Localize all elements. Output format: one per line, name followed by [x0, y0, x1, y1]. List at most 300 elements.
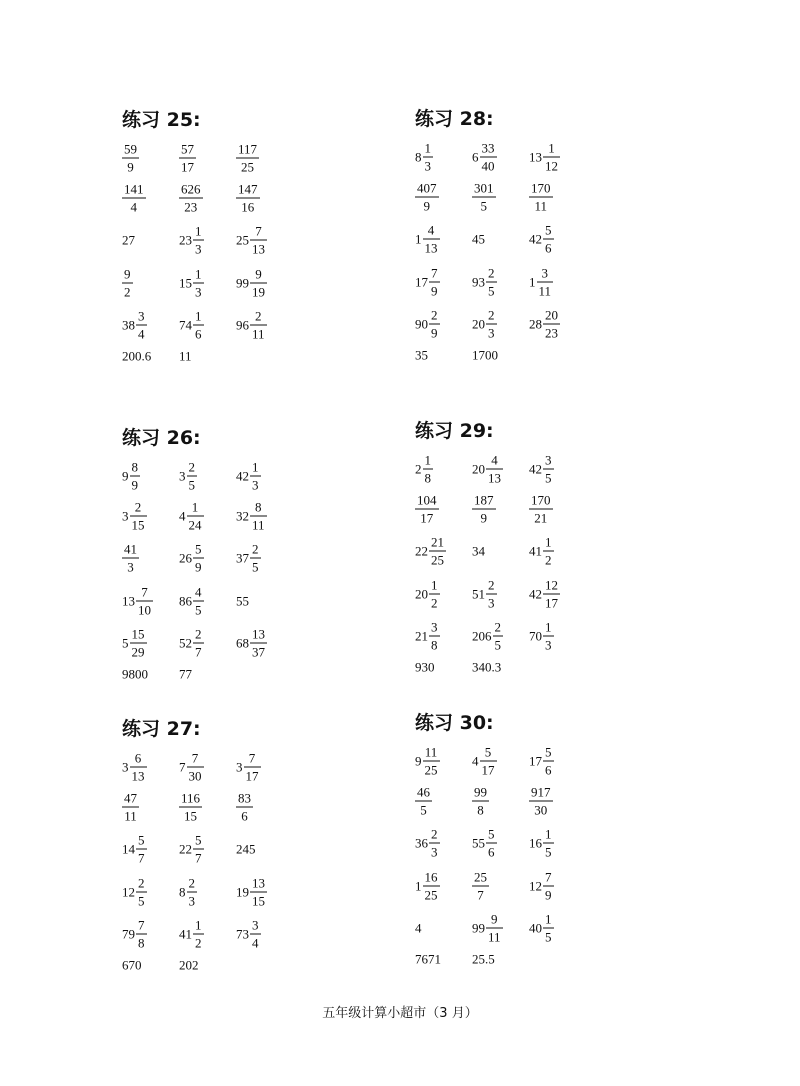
numerator: 7: [244, 752, 261, 768]
whole-number: 206: [472, 628, 492, 644]
denominator: 3: [488, 325, 495, 341]
denominator: 15: [252, 893, 265, 909]
page-footer: 五年级计算小超市（3 月）: [322, 1006, 478, 1021]
fraction: [486, 913, 503, 944]
numerator: 2: [488, 265, 495, 281]
denominator: 9: [127, 159, 134, 175]
denominator: 17: [420, 510, 434, 526]
fraction: [130, 752, 147, 783]
answer-item: [236, 501, 267, 532]
fraction: [187, 461, 198, 492]
numerator: 1: [543, 142, 560, 158]
answer-item: [529, 454, 554, 485]
denominator: 17: [181, 159, 194, 175]
answer-item: [122, 143, 139, 174]
numerator: 1: [545, 911, 552, 927]
section-title: 练习 28:: [415, 108, 494, 130]
answer-item: [236, 792, 253, 823]
denominator: 9: [423, 198, 430, 214]
numerator: 4: [195, 584, 202, 600]
fraction: [244, 752, 261, 783]
answer-item: [472, 454, 503, 485]
denominator: 9: [431, 325, 438, 341]
denominator: 2: [124, 284, 131, 300]
answer-item: [472, 871, 489, 902]
answer-item: [472, 828, 497, 859]
numerator: 2: [250, 310, 267, 326]
denominator: 6: [545, 240, 552, 256]
whole-number: 16: [529, 835, 542, 851]
answer-item: [529, 224, 554, 255]
fraction: [543, 871, 554, 902]
answer-item: [179, 959, 200, 972]
numerator: 41: [124, 541, 137, 557]
numerator: 2: [195, 626, 202, 642]
whole-number: 37: [236, 550, 249, 566]
denominator: 21: [534, 510, 548, 526]
numerator: 20: [545, 307, 558, 323]
numerator: 16: [424, 869, 438, 885]
answer-item: [236, 752, 261, 783]
numerator: 626: [181, 181, 201, 197]
fraction: [423, 454, 434, 485]
answer-item: [179, 183, 203, 214]
denominator: 11: [488, 929, 501, 945]
whole-number: 55: [236, 593, 249, 609]
answer-item: [122, 959, 143, 972]
denominator: 5: [545, 929, 552, 945]
numerator: 187: [474, 492, 494, 508]
answer-item: [415, 786, 432, 817]
answer-item: [415, 454, 433, 485]
whole-number: 3: [122, 759, 129, 775]
fraction: [250, 501, 267, 532]
numerator: 1: [195, 266, 202, 282]
whole-number: 22: [415, 543, 428, 559]
whole-number: 19: [236, 884, 249, 900]
fraction: [193, 310, 204, 341]
answer-item: [179, 752, 204, 783]
denominator: 15: [131, 517, 145, 533]
denominator: 3: [127, 559, 134, 575]
fraction: [543, 309, 560, 340]
fraction: [472, 494, 496, 525]
answer-item: [415, 142, 433, 173]
section-title: 练习 30:: [415, 712, 494, 734]
answer-item: [415, 579, 440, 610]
numerator: 15: [131, 626, 145, 642]
whole-number: 90: [415, 316, 428, 332]
denominator: 11: [252, 517, 265, 533]
numerator: 6: [130, 752, 147, 768]
answer-item: [529, 142, 560, 173]
answer-item: [236, 843, 257, 856]
whole-number: 20: [472, 316, 485, 332]
whole-number: 23: [179, 232, 192, 248]
answer-item: [472, 746, 497, 777]
denominator: 25: [424, 887, 438, 903]
answer-item: [236, 919, 261, 950]
numerator: 9: [250, 268, 267, 284]
denominator: 3: [195, 241, 202, 257]
fraction: [122, 543, 139, 574]
denominator: 5: [138, 893, 145, 909]
whole-number: 9: [415, 753, 422, 769]
whole-number: 22: [179, 841, 192, 857]
numerator: 5: [545, 222, 552, 238]
numerator: 147: [238, 181, 258, 197]
numerator: 7: [250, 225, 267, 241]
whole-number: 12: [529, 878, 542, 894]
denominator: 7: [138, 850, 145, 866]
whole-number: 27: [122, 232, 135, 248]
answer-item: [179, 919, 204, 950]
whole-number: 40: [529, 920, 542, 936]
whole-number: 4: [179, 508, 186, 524]
numerator: 1: [195, 223, 202, 239]
denominator: 17: [481, 762, 495, 778]
answer-item: [472, 233, 486, 246]
answer-item: [122, 183, 146, 214]
fraction: [486, 579, 497, 610]
whole-number: 2: [415, 461, 422, 477]
whole-number: 3: [179, 468, 186, 484]
answer-item: [415, 922, 423, 935]
denominator: 3: [488, 595, 495, 611]
numerator: 3: [545, 452, 552, 468]
fraction: [543, 536, 554, 567]
answer-item: [122, 461, 140, 492]
whole-number: 15: [179, 275, 192, 291]
fraction: [193, 225, 204, 256]
answer-item: [529, 182, 553, 213]
numerator: 170: [531, 492, 551, 508]
denominator: 6: [488, 844, 495, 860]
answer-item: [415, 349, 429, 362]
fraction: [193, 586, 204, 617]
fraction: [250, 877, 267, 908]
denominator: 40: [481, 158, 495, 174]
numerator: 21: [431, 534, 444, 550]
fraction: [193, 268, 204, 299]
denominator: 5: [480, 198, 487, 214]
whole-number: 200.6: [122, 348, 152, 364]
fraction: [423, 142, 434, 173]
denominator: 3: [188, 893, 195, 909]
numerator: 3: [252, 917, 259, 933]
fraction: [529, 182, 553, 213]
answer-item: [529, 579, 560, 610]
denominator: 2: [431, 595, 438, 611]
numerator: 917: [531, 784, 551, 800]
numerator: 9: [486, 913, 503, 929]
fraction: [486, 267, 497, 298]
numerator: 5: [480, 746, 497, 762]
denominator: 6: [195, 326, 202, 342]
denominator: 23: [184, 199, 198, 215]
whole-number: 14: [122, 841, 135, 857]
answer-item: [122, 792, 139, 823]
numerator: 7: [187, 752, 204, 768]
whole-number: 1: [415, 231, 422, 247]
answer-item: [529, 536, 554, 567]
whole-number: 34: [472, 543, 485, 559]
fraction: [415, 494, 439, 525]
numerator: 2: [488, 577, 495, 593]
whole-number: 3: [122, 508, 129, 524]
numerator: 2: [138, 875, 145, 891]
denominator: 8: [424, 470, 431, 486]
denominator: 23: [545, 325, 558, 341]
answer-item: [472, 182, 496, 213]
numerator: 5: [545, 744, 552, 760]
denominator: 4: [130, 199, 137, 215]
numerator: 3: [138, 308, 145, 324]
numerator: 2: [494, 619, 501, 635]
answer-item: [472, 267, 497, 298]
answer-item: [415, 953, 442, 966]
answer-item: [236, 143, 259, 174]
answer-item: [472, 953, 496, 966]
fraction: [122, 143, 139, 174]
answer-item: [122, 628, 147, 659]
fraction: [480, 746, 497, 777]
answer-item: [415, 661, 436, 674]
whole-number: 17: [529, 753, 542, 769]
answer-item: [415, 309, 440, 340]
whole-number: 21: [415, 628, 428, 644]
answer-item: [236, 543, 261, 574]
answer-item: [179, 792, 202, 823]
answer-item: [179, 586, 204, 617]
numerator: 1: [424, 140, 431, 156]
fraction: [480, 142, 497, 173]
whole-number: 74: [179, 317, 192, 333]
answer-item: [236, 461, 261, 492]
denominator: 4: [252, 935, 259, 951]
denominator: 30: [188, 768, 202, 784]
answer-item: [529, 871, 554, 902]
denominator: 11: [252, 326, 265, 342]
numerator: 141: [124, 181, 144, 197]
numerator: 2: [431, 307, 438, 323]
answer-item: [472, 786, 489, 817]
whole-number: 41: [179, 926, 192, 942]
answer-item: [179, 543, 204, 574]
answer-item: [472, 913, 503, 944]
answer-item: [472, 621, 503, 652]
numerator: 1: [424, 452, 431, 468]
numerator: 2: [488, 307, 495, 323]
answer-item: [236, 310, 267, 341]
whole-number: 42: [236, 468, 249, 484]
numerator: 170: [531, 180, 551, 196]
whole-number: 9800: [122, 666, 148, 682]
answer-item: [122, 543, 139, 574]
answer-item: [472, 142, 497, 173]
numerator: 407: [417, 180, 437, 196]
denominator: 13: [488, 470, 501, 486]
numerator: 2: [188, 459, 195, 475]
fraction: [472, 786, 489, 817]
answer-item: [122, 877, 147, 908]
fraction: [415, 786, 432, 817]
fraction: [429, 267, 440, 298]
denominator: 3: [252, 477, 259, 493]
whole-number: 9: [122, 468, 129, 484]
numerator: 104: [417, 492, 437, 508]
fraction: [122, 792, 139, 823]
answer-item: [122, 234, 136, 247]
denominator: 17: [245, 768, 259, 784]
numerator: 33: [481, 140, 495, 156]
fraction: [543, 828, 554, 859]
fraction: [543, 579, 560, 610]
denominator: 25: [431, 552, 444, 568]
answer-item: [472, 661, 502, 674]
section-title: 练习 27:: [122, 718, 201, 740]
denominator: 11: [534, 198, 548, 214]
numerator: 7: [545, 869, 552, 885]
answer-item: [179, 628, 204, 659]
denominator: 4: [138, 326, 145, 342]
fraction: [537, 267, 554, 298]
answer-item: [529, 309, 560, 340]
denominator: 25: [241, 159, 255, 175]
denominator: 3: [195, 284, 202, 300]
denominator: 19: [252, 284, 265, 300]
whole-number: 73: [236, 926, 249, 942]
answer-item: [415, 621, 440, 652]
fraction: [136, 586, 153, 617]
denominator: 9: [131, 477, 138, 493]
denominator: 7: [195, 644, 202, 660]
denominator: 5: [545, 844, 552, 860]
whole-number: 20: [415, 586, 428, 602]
denominator: 6: [545, 762, 552, 778]
denominator: 9: [195, 559, 202, 575]
answer-item: [415, 828, 440, 859]
answer-item: [179, 501, 204, 532]
numerator: 59: [124, 141, 137, 157]
fraction: [130, 461, 141, 492]
denominator: 11: [538, 283, 552, 299]
fraction: [250, 461, 261, 492]
whole-number: 96: [236, 317, 249, 333]
answer-item: [415, 182, 439, 213]
denominator: 5: [488, 283, 495, 299]
whole-number: 42: [529, 586, 542, 602]
whole-number: 99: [236, 275, 249, 291]
fraction: [250, 919, 261, 950]
numerator: 5: [488, 826, 495, 842]
fraction: [472, 182, 496, 213]
denominator: 8: [138, 935, 145, 951]
whole-number: 25.5: [472, 951, 495, 967]
answer-item: [236, 628, 267, 659]
fraction: [486, 828, 497, 859]
whole-number: 35: [415, 347, 428, 363]
whole-number: 36: [415, 835, 428, 851]
denominator: 5: [420, 802, 427, 818]
denominator: 15: [184, 808, 198, 824]
numerator: 99: [474, 784, 487, 800]
answer-item: [472, 579, 497, 610]
answer-item: [415, 746, 440, 777]
answer-item: [529, 494, 553, 525]
fraction: [429, 621, 440, 652]
denominator: 37: [252, 644, 265, 660]
answer-item: [179, 268, 204, 299]
whole-number: 68: [236, 635, 249, 651]
fraction: [179, 183, 203, 214]
denominator: 17: [545, 595, 558, 611]
answer-item: [236, 268, 267, 299]
whole-number: 11: [179, 348, 192, 364]
denominator: 29: [131, 644, 145, 660]
answer-item: [179, 668, 193, 681]
fraction: [193, 919, 204, 950]
fraction: [543, 746, 554, 777]
answer-item: [122, 350, 152, 363]
fraction: [250, 225, 267, 256]
numerator: 2: [252, 541, 259, 557]
numerator: 13: [252, 626, 265, 642]
denominator: 12: [545, 158, 558, 174]
fraction: [250, 543, 261, 574]
whole-number: 70: [529, 628, 542, 644]
whole-number: 42: [529, 231, 542, 247]
answer-item: [472, 545, 486, 558]
whole-number: 93: [472, 274, 485, 290]
numerator: 1: [545, 534, 552, 550]
answer-item: [179, 834, 204, 865]
fraction: [423, 224, 440, 255]
numerator: 1: [252, 459, 259, 475]
denominator: 9: [480, 510, 487, 526]
whole-number: 8: [179, 884, 186, 900]
whole-number: 930: [415, 659, 435, 675]
fraction: [486, 309, 497, 340]
numerator: 1: [545, 826, 552, 842]
whole-number: 8: [415, 149, 422, 165]
numerator: 1: [195, 308, 202, 324]
whole-number: 4: [415, 920, 422, 936]
fraction: [415, 182, 439, 213]
whole-number: 38: [122, 317, 135, 333]
whole-number: 55: [472, 835, 485, 851]
numerator: 301: [474, 180, 494, 196]
fraction: [193, 834, 204, 865]
answer-item: [529, 621, 554, 652]
fraction: [236, 143, 259, 174]
answer-item: [472, 494, 496, 525]
denominator: 13: [424, 240, 438, 256]
denominator: 9: [545, 887, 552, 903]
numerator: 2: [130, 501, 147, 517]
numerator: 7: [136, 586, 153, 602]
whole-number: 4: [472, 753, 479, 769]
numerator: 1: [195, 917, 202, 933]
answer-item: [529, 913, 554, 944]
denominator: 3: [545, 637, 552, 653]
section-title: 练习 26:: [122, 427, 201, 449]
answer-item: [122, 310, 147, 341]
numerator: 5: [195, 832, 202, 848]
whole-number: 25: [236, 232, 249, 248]
denominator: 9: [431, 283, 438, 299]
fraction: [486, 454, 503, 485]
